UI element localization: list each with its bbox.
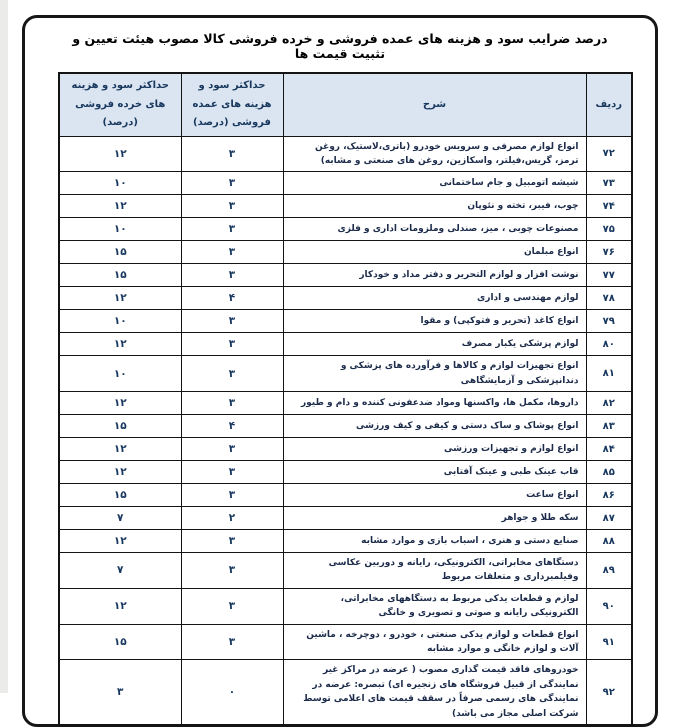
description-cell: انواع لوازم و تجهیزات ورزشی: [283, 438, 586, 461]
wholesale-percent-cell: ۳: [181, 136, 283, 172]
row-number-cell: ۸۰: [586, 333, 632, 356]
table-row: [59, 438, 632, 461]
description-cell: انواع تجهیزات لوازم و کالاها و فرآورده های پزشکی و دندانپزشکی و آزمایشگاهی: [283, 356, 586, 392]
wholesale-percent-cell: ۴: [181, 415, 283, 438]
table-row: [59, 530, 632, 553]
row-number-cell: ۹۰: [586, 588, 632, 624]
row-number-cell: ۸۷: [586, 507, 632, 530]
description-cell: انواع مبلمان: [283, 241, 586, 264]
description-cell: داروها، مکمل ها، واکسنها ومواد ضدعفونی کننده و دام و طیور: [283, 392, 586, 415]
description-cell: انواع پوشاک و ساک دستی و کیفی و کیف ورزشی: [283, 415, 586, 438]
row-number-cell: ۷۳: [586, 172, 632, 195]
table-row: [59, 415, 632, 438]
retail-percent-cell: ۱۲: [59, 588, 181, 624]
description-cell: دستگاهای مخابراتی، الکترونیکی، رایانه و دوربین عکاسی وفیلمبرداری و متعلقات مربوط: [283, 553, 586, 589]
row-number-cell: ۹۲: [586, 660, 632, 725]
retail-percent-cell: ۱۰: [59, 172, 181, 195]
description-cell: چوب، فیبر، تخته و نئوپان: [283, 195, 586, 218]
header-row: [59, 73, 632, 136]
retail-percent-cell: ۱۵: [59, 415, 181, 438]
table-body: [59, 136, 632, 725]
document-title: درصد ضرایب سود و هزینه های عمده فروشی و خرده فروشی کالا مصوب هیئت تعیین و تثبیت قیمت ها: [72, 31, 608, 61]
header-row-number: ردیف: [586, 73, 632, 136]
wholesale-percent-cell: ۲: [181, 507, 283, 530]
retail-percent-cell: ۱۲: [59, 392, 181, 415]
description-cell: انواع ساعت: [283, 484, 586, 507]
wholesale-percent-cell: ۳: [181, 588, 283, 624]
description-cell: شیشه اتومبیل و جام ساختمانی: [283, 172, 586, 195]
table-header: [59, 73, 632, 136]
table-row: [59, 195, 632, 218]
wholesale-percent-cell: ۳: [181, 484, 283, 507]
retail-percent-cell: ۱۲: [59, 461, 181, 484]
table-row: [59, 287, 632, 310]
description-cell: مصنوعات چوبی ، میز، صندلی وملزومات اداری و فلزی: [283, 218, 586, 241]
retail-percent-cell: ۷: [59, 553, 181, 589]
retail-percent-cell: ۱۰: [59, 310, 181, 333]
wholesale-percent-cell: ۳: [181, 553, 283, 589]
header-description: شرح: [283, 73, 586, 136]
retail-percent-cell: ۱۲: [59, 333, 181, 356]
row-number-cell: ۷۸: [586, 287, 632, 310]
retail-percent-cell: ۱۲: [59, 438, 181, 461]
row-number-cell: ۹۱: [586, 624, 632, 660]
table-row: [59, 218, 632, 241]
table-row: [59, 136, 632, 172]
retail-percent-cell: ۱۵: [59, 241, 181, 264]
row-number-cell: ۷۵: [586, 218, 632, 241]
table-row: [59, 333, 632, 356]
retail-percent-cell: ۱۰: [59, 218, 181, 241]
retail-percent-cell: ۱۲: [59, 136, 181, 172]
table-row: [59, 553, 632, 589]
table-row: [59, 660, 632, 725]
table-row: [59, 507, 632, 530]
row-number-cell: ۷۶: [586, 241, 632, 264]
retail-percent-cell: ۱۰: [59, 356, 181, 392]
description-cell: لوازم مهندسی و اداری: [283, 287, 586, 310]
wholesale-percent-cell: ۰: [181, 660, 283, 725]
description-cell: لوازم پزشکی یکبار مصرف: [283, 333, 586, 356]
description-cell: قاب عینک طبی و عینک آفتابی: [283, 461, 586, 484]
wholesale-percent-cell: ۳: [181, 392, 283, 415]
wholesale-percent-cell: ۳: [181, 172, 283, 195]
row-number-cell: ۷۹: [586, 310, 632, 333]
row-number-cell: ۸۳: [586, 415, 632, 438]
description-cell: سکه طلا و جواهر: [283, 507, 586, 530]
wholesale-percent-cell: ۳: [181, 624, 283, 660]
table-row: [59, 356, 632, 392]
wholesale-percent-cell: ۳: [181, 438, 283, 461]
price-coefficients-table: [58, 72, 633, 726]
header-wholesale-percent: حداکثر سود و هزینه های عمده فروشی (درصد): [181, 73, 283, 136]
page-frame: [22, 15, 658, 727]
wholesale-percent-cell: ۳: [181, 310, 283, 333]
table-row: [59, 484, 632, 507]
retail-percent-cell: ۱۵: [59, 264, 181, 287]
retail-percent-cell: ۱۲: [59, 287, 181, 310]
table-row: [59, 172, 632, 195]
row-number-cell: ۸۲: [586, 392, 632, 415]
wholesale-percent-cell: ۳: [181, 356, 283, 392]
table-row: [59, 588, 632, 624]
row-number-cell: ۷۲: [586, 136, 632, 172]
page-edge-strip: [0, 0, 8, 693]
description-cell: انواع قطعات و لوازم یدکی صنعتی ، خودرو ، دوچرخه ، ماشین آلات و لوازم خانگی و موارد مشابه: [283, 624, 586, 660]
wholesale-percent-cell: ۳: [181, 333, 283, 356]
wholesale-percent-cell: ۳: [181, 530, 283, 553]
row-number-cell: ۸۸: [586, 530, 632, 553]
retail-percent-cell: ۱۲: [59, 195, 181, 218]
wholesale-percent-cell: ۳: [181, 264, 283, 287]
row-number-cell: ۷۷: [586, 264, 632, 287]
row-number-cell: ۸۶: [586, 484, 632, 507]
row-number-cell: ۷۴: [586, 195, 632, 218]
table-row: [59, 392, 632, 415]
description-cell: نوشت افزار و لوازم التحریر و دفتر مداد و خودکار: [283, 264, 586, 287]
wholesale-percent-cell: ۳: [181, 461, 283, 484]
description-cell: انواع کاغذ (تحریر و فتوکپی) و مقوا: [283, 310, 586, 333]
row-number-cell: ۸۹: [586, 553, 632, 589]
description-cell: انواع لوازم مصرفی و سرویس خودرو (باتری،لاستیک، روغن ترمز، گریس،فیلتر، واسکازین، روغن های صنعتی و مشابه): [283, 136, 586, 172]
description-cell: خودروهای فاقد قیمت گذاری مصوب ( عرضه در مراکز غیر نمایندگی از قبیل فروشگاه های زنجیره ای) تبصره: عرضه در نمایندگی های رسمی صرفاً در سقف قیمت های اعلامی توسط شرکت اصلی مجاز می باشد): [283, 660, 586, 725]
retail-percent-cell: ۱۵: [59, 484, 181, 507]
retail-percent-cell: ۱۵: [59, 624, 181, 660]
wholesale-percent-cell: ۳: [181, 241, 283, 264]
description-cell: لوازم و قطعات یدکی مربوط به دستگاههای مخابراتی، الکترونیکی رایانه و صوتی و تصویری و خانگی: [283, 588, 586, 624]
wholesale-percent-cell: ۴: [181, 287, 283, 310]
description-cell: صنایع دستی و هنری ، اسباب بازی و موارد مشابه: [283, 530, 586, 553]
table-row: [59, 624, 632, 660]
table-row: [59, 241, 632, 264]
row-number-cell: ۸۱: [586, 356, 632, 392]
retail-percent-cell: ۷: [59, 507, 181, 530]
table-row: [59, 461, 632, 484]
header-retail-percent: حداکثر سود و هزینه های خرده فروشی (درصد): [59, 73, 181, 136]
retail-percent-cell: ۳: [59, 660, 181, 725]
row-number-cell: ۸۵: [586, 461, 632, 484]
row-number-cell: ۸۴: [586, 438, 632, 461]
table-row: [59, 310, 632, 333]
wholesale-percent-cell: ۳: [181, 218, 283, 241]
wholesale-percent-cell: ۳: [181, 195, 283, 218]
retail-percent-cell: ۱۲: [59, 530, 181, 553]
table-row: [59, 264, 632, 287]
